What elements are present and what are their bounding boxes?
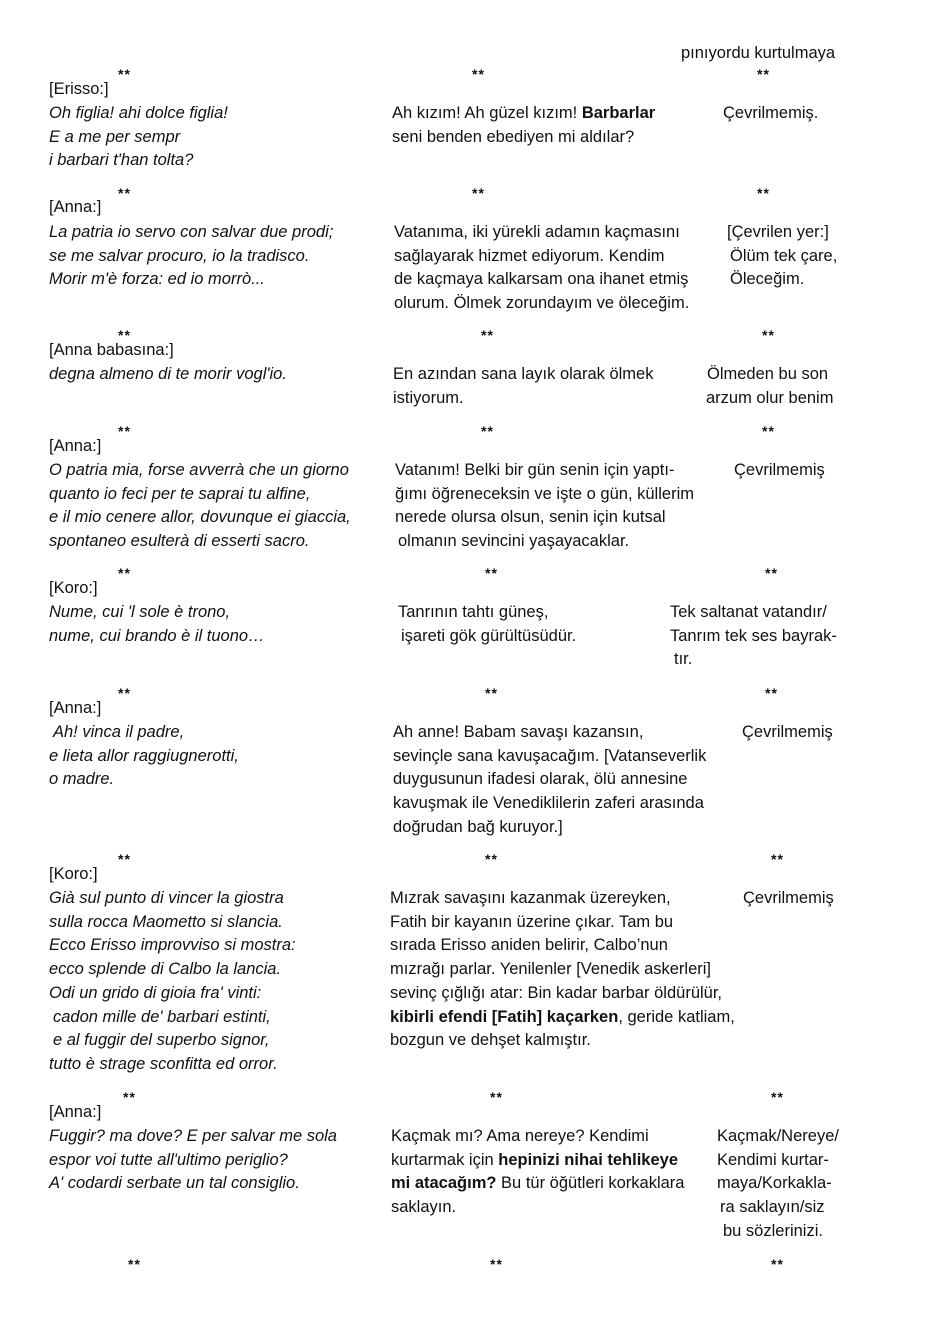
text-run: kavuşmak ile Venediklilerin zaferi arasında	[393, 794, 704, 813]
separator-mark: **	[118, 565, 131, 581]
italian-libretto-line: O patria mia, forse avverrà che un giorno	[49, 461, 349, 479]
speaker-label: [Anna:]	[49, 1103, 102, 1121]
text-run: işareti gök gürültüsüdür.	[401, 626, 577, 645]
italian-libretto-line: Nume, cui 'l sole è trono,	[49, 603, 231, 621]
alternate-translation-line: Kaçmak/Nereye/	[717, 1127, 839, 1145]
alternate-translation-line: ra saklayın/siz	[720, 1198, 825, 1217]
italian-libretto-line: e al fuggir del superbo signor,	[53, 1031, 270, 1050]
italian-libretto-line: sulla rocca Maometto si slancia.	[49, 912, 283, 931]
separator-mark: **	[757, 66, 770, 82]
text-run: sırada Erisso aniden belirir, Calbo’nun	[390, 936, 668, 955]
separator-mark: **	[485, 685, 498, 701]
text-run: Bu tür öğütleri korkaklara	[496, 1174, 685, 1193]
alternate-translation-line: Ölüm tek çare,	[730, 246, 838, 265]
separator-mark: **	[757, 185, 770, 201]
italian-libretto-line: Morir m'è forza: ed io morrò...	[49, 270, 265, 289]
italian-libretto-line: Già sul punto di vincer la giostra	[49, 889, 284, 907]
separator-mark: **	[118, 185, 131, 201]
alternate-translation-line: [Çevrilen yer:]	[727, 223, 829, 241]
text-run: sağlayarak hizmet ediyorum. Kendim	[394, 246, 665, 265]
separator-mark: **	[472, 66, 485, 82]
turkish-translation-line	[390, 958, 711, 980]
header-fragment: pınıyordu kurtulmaya	[681, 44, 836, 62]
alternate-translation-line: Tek saltanat vatandır/	[670, 603, 827, 621]
separator-mark: **	[490, 1256, 503, 1272]
text-run: ğımı öğreneceksin ve işte o gün, küllerim	[395, 484, 694, 503]
separator-mark: **	[123, 1089, 136, 1105]
turkish-translation-line	[394, 268, 688, 290]
speaker-label: [Koro:]	[49, 865, 98, 883]
italian-libretto-line: E a me per sempr	[49, 127, 181, 146]
italian-libretto-line: Fuggir? ma dove? E per salvar me sola	[49, 1127, 337, 1145]
separator-mark: **	[118, 685, 131, 701]
text-run: saklayın.	[391, 1198, 457, 1217]
turkish-translation-line	[390, 911, 673, 933]
separator-mark: **	[771, 1089, 784, 1105]
separator-mark: **	[481, 423, 494, 439]
turkish-translation-line	[393, 816, 563, 838]
alternate-translation-line: maya/Korkakla-	[717, 1174, 832, 1193]
turkish-translation-line	[390, 1029, 591, 1051]
alternate-translation-line: Çevrilmemiş	[743, 889, 834, 907]
turkish-translation-line	[395, 483, 694, 505]
text-run: Mızrak savaşını kazanmak üzereyken,	[390, 889, 671, 907]
text-run: duygusunun ifadesi olarak, ölü annesine	[393, 770, 688, 789]
turkish-translation-line	[393, 387, 464, 409]
separator-mark: **	[765, 565, 778, 581]
text-run: nerede olursa olsun, senin için kutsal	[395, 508, 666, 527]
alternate-translation-line: Tanrım tek ses bayrak-	[670, 626, 837, 645]
italian-libretto-line: spontaneo esulterà di esserti sacro.	[49, 532, 310, 551]
turkish-translation-line	[392, 102, 655, 124]
turkish-translation-line	[398, 530, 629, 552]
speaker-label: [Anna babasına:]	[49, 341, 174, 359]
separator-mark: **	[762, 327, 775, 343]
speaker-label: [Erisso:]	[49, 80, 109, 98]
italian-libretto-line: Ah! vinca il padre,	[53, 723, 185, 741]
separator-mark: **	[490, 1089, 503, 1105]
italian-libretto-line: Odi un grido di gioia fra' vinti:	[49, 983, 262, 1002]
turkish-translation-line	[391, 1149, 678, 1171]
italian-libretto-line: quanto io feci per te saprai tu alfine,	[49, 484, 311, 503]
separator-mark: **	[771, 1256, 784, 1272]
text-run: Vatanıma, iki yürekli adamın kaçmasını	[394, 223, 680, 241]
text-run: Vatanım! Belki bir gün senin için yaptı-	[395, 461, 675, 479]
separator-mark: **	[118, 327, 131, 343]
turkish-translation-line	[393, 792, 704, 814]
alternate-translation-line: Çevrilmemiş	[734, 461, 825, 479]
italian-libretto-line: i barbari t'han tolta?	[49, 151, 194, 170]
turkish-translation-line	[390, 1006, 735, 1028]
separator-mark: **	[485, 565, 498, 581]
separator-mark: **	[118, 66, 131, 82]
bold-emphasis: mi atacağım?	[391, 1174, 497, 1193]
separator-mark: **	[765, 685, 778, 701]
text-run: Kaçmak mı? Ama nereye? Kendimi	[391, 1127, 649, 1145]
italian-libretto-line: nume, cui brando è il tuono…	[49, 626, 265, 645]
italian-libretto-line: se me salvar procuro, io la tradisco.	[49, 246, 310, 265]
text-run: Ah kızım! Ah güzel kızım!	[392, 104, 582, 122]
turkish-translation-line	[390, 887, 671, 909]
italian-libretto-line: cadon mille de' barbari estinti,	[53, 1007, 271, 1026]
text-run: seni benden ebediyen mi aldılar?	[392, 127, 635, 146]
italian-libretto-line: La patria io servo con salvar due prodi;	[49, 223, 334, 241]
separator-mark: **	[118, 423, 131, 439]
separator-mark: **	[485, 851, 498, 867]
text-run: sevinçle sana kavuşacağım. [Vatanseverlik	[393, 746, 707, 765]
italian-libretto-line: e lieta allor raggiugnerotti,	[49, 746, 239, 765]
turkish-translation-line	[394, 245, 665, 267]
text-run: sevinç çığlığı atar: Bin kadar barbar öldürülür,	[390, 983, 723, 1002]
text-run: bozgun ve dehşet kalmıştır.	[390, 1031, 591, 1050]
text-run: istiyorum.	[393, 388, 464, 407]
turkish-translation-line	[391, 1125, 649, 1147]
separator-mark: **	[762, 423, 775, 439]
turkish-translation-line	[393, 721, 643, 743]
italian-libretto-line: e il mio cenere allor, dovunque ei giaccia,	[49, 508, 351, 527]
turkish-translation-line	[395, 506, 666, 528]
separator-mark: **	[118, 851, 131, 867]
alternate-translation-line: Kendimi kurtar-	[717, 1150, 829, 1169]
separator-mark: **	[771, 851, 784, 867]
turkish-translation-line	[393, 768, 687, 790]
turkish-translation-line	[395, 459, 674, 481]
turkish-translation-line	[390, 982, 722, 1004]
alternate-translation-line: Çevrilmemiş	[742, 723, 833, 741]
italian-libretto-line: espor voi tutte all'ultimo periglio?	[49, 1150, 288, 1169]
italian-libretto-line: A' codardi serbate un tal consiglio.	[49, 1174, 300, 1193]
speaker-label: [Anna:]	[49, 198, 102, 216]
alternate-translation-line: Öleceğim.	[730, 270, 805, 289]
bold-emphasis: hepinizi nihai tehlikeye	[498, 1150, 678, 1169]
turkish-translation-line	[394, 221, 680, 243]
italian-libretto-line: o madre.	[49, 770, 115, 789]
separator-mark: **	[472, 185, 485, 201]
alternate-translation-line: bu sözlerinizi.	[723, 1221, 823, 1240]
text-run: kurtarmak için	[391, 1150, 499, 1169]
turkish-translation-line	[393, 363, 653, 385]
italian-libretto-line: Ecco Erisso improvviso si mostra:	[49, 936, 296, 955]
text-run: olmanın sevincini yaşayacaklar.	[398, 532, 630, 551]
bold-emphasis: Barbarlar	[581, 104, 656, 122]
turkish-translation-line	[398, 601, 548, 623]
text-run: En azından sana layık olarak ölmek	[393, 365, 654, 383]
separator-mark: **	[481, 327, 494, 343]
text-run: mızrağı parlar. Yenilenler [Venedik askerleri]	[390, 960, 712, 979]
turkish-translation-line	[401, 625, 576, 647]
text-run: Tanrının tahtı güneş,	[398, 603, 549, 621]
alternate-translation-line: Çevrilmemiş.	[723, 104, 819, 122]
alternate-translation-line: Ölmeden bu son	[707, 365, 829, 383]
speaker-label: [Anna:]	[49, 699, 102, 717]
turkish-translation-line	[390, 934, 668, 956]
turkish-translation-line	[392, 126, 634, 148]
turkish-translation-line	[391, 1196, 456, 1218]
text-run: olurum. Ölmek zorundayım ve öleceğim.	[394, 294, 690, 313]
text-run: Ah anne! Babam savaşı kazansın,	[393, 723, 644, 741]
italian-libretto-line: Oh figlia! ahi dolce figlia!	[49, 104, 228, 122]
separator-mark: **	[128, 1256, 141, 1272]
turkish-translation-line	[394, 292, 689, 314]
italian-libretto-line: ecco splende di Calbo la lancia.	[49, 960, 282, 979]
text-run: de kaçmaya kalkarsam ona ihanet etmiş	[394, 270, 689, 289]
turkish-translation-line	[393, 745, 706, 767]
alternate-translation-line: arzum olur benim	[706, 388, 834, 407]
italian-libretto-line: tutto è strage sconfitta ed orror.	[49, 1054, 278, 1073]
text-run: doğrudan bağ kuruyor.]	[393, 817, 563, 836]
speaker-label: [Koro:]	[49, 579, 98, 597]
italian-libretto-line: degna almeno di te morir vogl'io.	[49, 365, 287, 383]
text-run: , geride katliam,	[618, 1007, 735, 1026]
text-run: Fatih bir kayanın üzerine çıkar. Tam bu	[390, 912, 674, 931]
bold-emphasis: kibirli efendi [Fatih] kaçarken	[390, 1007, 619, 1026]
turkish-translation-line	[391, 1172, 684, 1194]
alternate-translation-line: tır.	[674, 650, 693, 669]
speaker-label: [Anna:]	[49, 437, 102, 455]
